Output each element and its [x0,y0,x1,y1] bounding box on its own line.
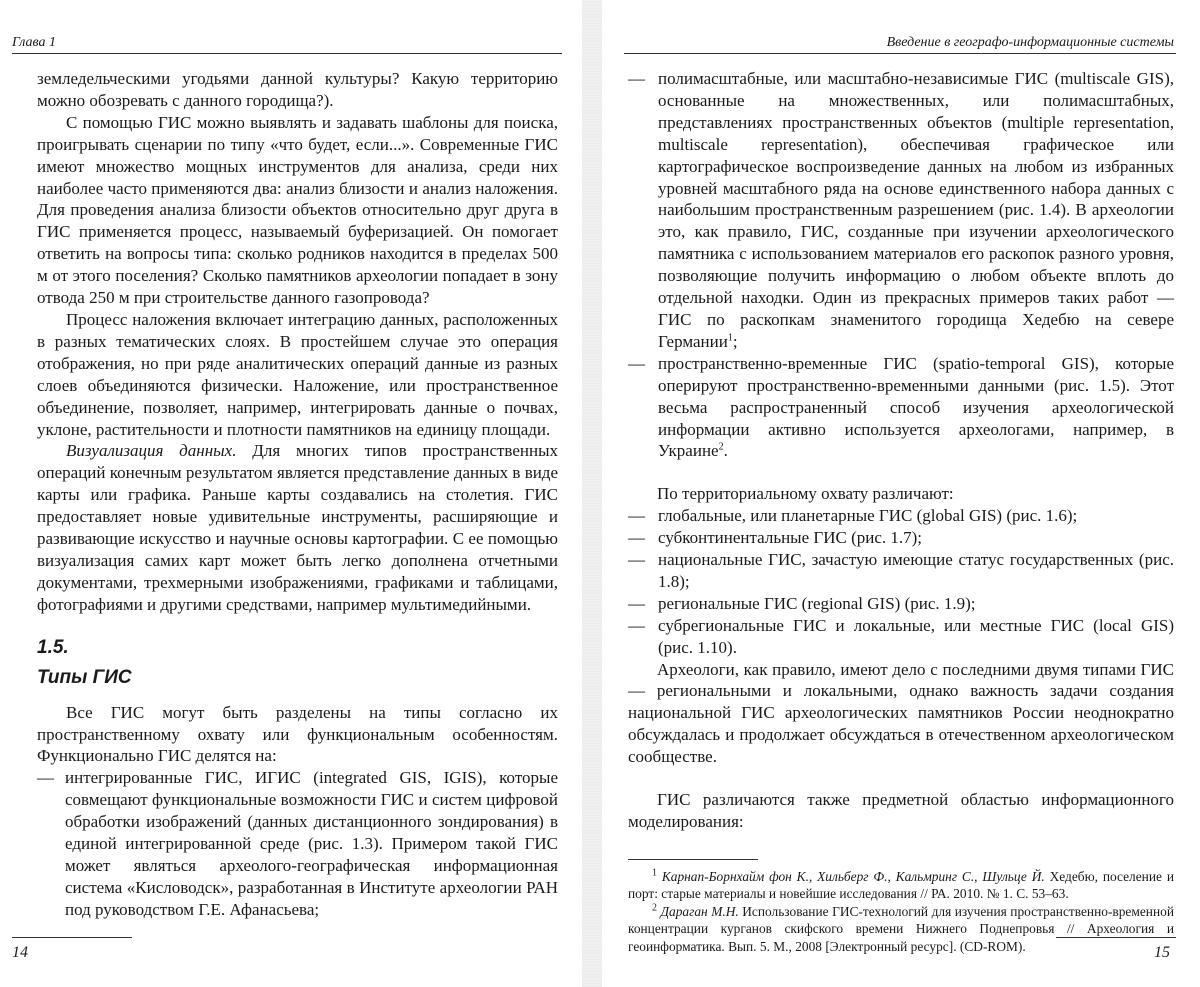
footnotes [628,868,1174,956]
dash-marker: — [628,528,645,548]
spacer [628,768,1174,789]
footnote-text: Использование ГИС-технологий для изучения пространственно-временной концентрации курганов скифского времени Нижнего Поднепровья // Археология и геоинформатика. Вып. 5. М., 2008 [Электронный ресурс]. (CD-ROM). [628,903,1174,954]
footer-rule-right [1056,937,1176,938]
paragraph: С помощью ГИС можно выявлять и задавать шаблоны для поиска, проигрывать сценарии по типу «что будет, если...». Современные ГИС имеют множество мощных инструментов для анализа, среди них наиболее часто применяются два: анализ близости и анализ наложения. Для проведения анализа близости объектов относительно друг друга в ГИС применяется процесс, называемый буферизацией. Он помогает ответить на вопросы типа: сколько родников находится в пределах 500 м от этого поселения? Сколько памятников археологии попадает в зону отвода 250 м при строительстве данного газопровода? [37,112,558,308]
footnote-text: Хедебю, поселение и порт: старые материалы и новейшие исследования // РА. 2010. № 1. С. 53–63. [628,868,1174,902]
dash-marker: — [628,353,645,373]
section-title: Типы ГИС [37,666,132,688]
right-page [602,0,1200,987]
footnote [628,903,1174,956]
paragraph: Процесс наложения включает интеграцию данных, расположенных в разных тематических слоях. В простейшем случае это операция отображения, но при ряде аналитических операций данные из разных слоев объединяются физически. Наложение, или пространственное объединение, позволяет, например, интегрировать данные о почвах, уклоне, растительности и плотности памятников на единицу площади. [37,309,558,439]
list-item-text: субрегиональные ГИС и локальные, или местные ГИС (local GIS) (рис. 1.10). [658,615,1174,657]
spacer [628,462,1174,483]
right-page-text [628,68,1174,955]
footnote-rule [628,859,758,860]
list-item-text: субконтинентальные ГИС (рис. 1.7); [658,528,923,548]
dash-marker: — [628,69,645,88]
footnote-number: 1 [652,867,657,879]
list-item [37,767,558,920]
paragraph-text: Для многих типов пространственных операций конечным результатом является представление данных в виде карты или графика. Раньше карты создавались на столетия. ГИС предоставляет новые удивительные инструменты, расширяющие и развивающие искусство и научные основы картографии. С ее помощью визуализация самих карт может быть легко дополнена отчетными документами, трехмерными изображениями, графиками и таблицами, фотографиями и другими средствами, например мультимедийными. [37,441,559,614]
list-item [628,615,1174,659]
paragraph: Все ГИС могут быть разделены на типы согласно их пространственному охвату или функциональным особенностям. Функционально ГИС делятся на: [37,702,558,766]
territorial-types-list [628,505,1174,658]
function-types-list [37,767,558,920]
footer-rule-left [12,937,132,938]
header-rule-right [624,53,1176,54]
paragraph [37,440,558,615]
dash-marker: — [37,768,54,788]
book-gutter [582,0,602,987]
footnote-author: Дараган М.Н. [660,903,739,919]
list-item [628,505,1174,527]
list-item-text: пространственно-временные ГИС (spatio-temporal GIS), которые оперируют пространственно-временными данными (рис. 1.5). Этот весьма распространенный способ изучения археологической информации активно используется археологами, например, в Украине [658,353,1174,461]
list-item [628,68,1174,353]
list-item-end: ; [732,331,738,351]
list-item-end: . [723,441,728,461]
footnote-ref: 2 [718,441,724,453]
left-page-text [37,68,558,921]
list-item-text: национальные ГИС, зачастую имеющие статус государственных (рис. 1.8); [658,550,1174,591]
list-item-text: глобальные, или планетарные ГИС (global GIS) (рис. 1.6); [658,506,1078,526]
list-item [628,353,1174,463]
list-item-text: региональные ГИС (regional GIS) (рис. 1.9); [658,593,976,613]
page-number-left: 14 [12,944,28,961]
header-rule-left [12,53,562,54]
dash-marker: — [628,506,645,526]
function-types-list-continued [628,68,1174,462]
footnote-number: 2 [652,902,657,914]
running-head-left: Глава 1 [12,35,56,50]
page-number-right: 15 [1154,944,1170,961]
footnote [628,868,1174,903]
list-item [628,549,1174,593]
dash-marker: — [628,550,645,570]
list-item [628,593,1174,615]
paragraph: земледельческими угодьями данной культуры? Какую территорию можно обозревать с данного городища?). [37,69,558,110]
footnote-ref: 1 [727,332,733,344]
paragraph: ГИС различаются также предметной областью информационного моделирования: [628,790,1174,831]
paragraph: По территориальному охвату различают: [657,484,954,504]
dash-marker: — [628,615,645,635]
section-number: 1.5. [37,636,69,658]
footnote-author: Карнап-Борнхайм фон К., Хильберг Ф., Кальмринг С., Шульце Й. [661,868,1045,884]
left-page [0,0,582,987]
list-item [628,527,1174,549]
list-item-text: полимасштабные, или масштабно-независимые ГИС (multiscale GIS), основанные на множественных, или полимасштабных, представлениях пространственных объектов (multiple representation, multiscale representation), обеспечивая графическое или картографическое воспроизведение данных на любом из избранных уровней масштабного ряда на основе единственного набора данных с наибольшим пространственным разрешением (рис. 1.4). В археологии это, как правило, ГИС, созданные при изучении археологического памятника с использованием материалов его раскопок разного уровня, позволяющие получить информацию о любом объекте вплоть до отдельной находки. Один из прекрасных примеров таких работ — ГИС по раскопкам знаменитого городища Хедебю на севере Германии [658,69,1174,351]
paragraph-lead-italic: Визуализация данных. [66,441,237,461]
running-head-right: Введение в географо-информационные системы [886,35,1174,50]
dash-marker: — [628,593,645,613]
paragraph: Археологи, как правило, имеют дело с последними двумя типами ГИС — региональными и локальными, однако важность задачи создания национальной ГИС археологических памятников России неоднократно обсуждалась и продолжает обсуждаться в отечественном археологическом сообществе. [628,659,1174,767]
list-item-text: интегрированные ГИС, ИГИС (integrated GIS, IGIS), которые совмещают функциональные возможности ГИС и систем цифровой обработки изображений (данных дистанционного зондирования) в единой интегрированной среде (рис. 1.3). Примером такой ГИС может являться археолого-географическая информационная система «Кисловодск», разработанная в Институте археологии РАН под руководством Г.Е. Афанасьева; [65,768,558,919]
